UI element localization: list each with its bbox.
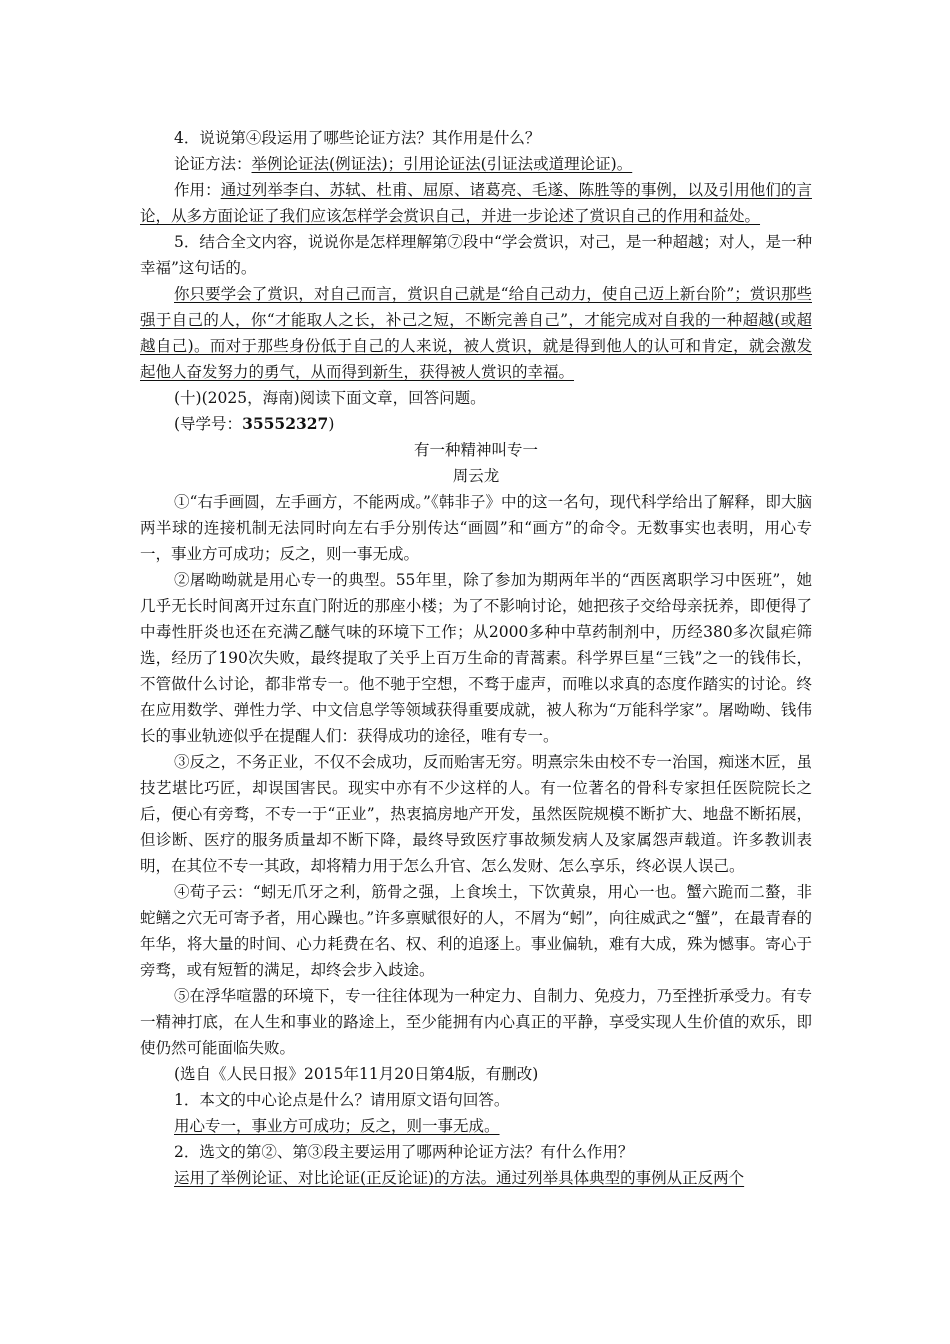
question-2: 2．选文的第②、第③段主要运用了哪两种论证方法？有什么作用？ xyxy=(174,1143,634,1161)
article-title: 有一种精神叫专一 xyxy=(413,441,538,459)
q4-method-label: 论证方法： xyxy=(174,155,252,173)
article-paragraph-5: ⑤在浮华喧嚣的环境下，专一往往体现为一种定力、自制力、免疫力，乃至挫折承受力。有专一精神打底，在人生和事业的路途上，至少能拥有内心真正的平静，享受实现人生价值的欢乐，即使仍然可能面临失败。 xyxy=(140,987,812,1057)
guide-number-line xyxy=(140,411,812,437)
q4-method-answer: 举例论证法(例证法)；引用论证法(引证法或道理论证)。 xyxy=(251,155,633,173)
section10-intro: (十)(2025，海南)阅读下面文章，回答问题。 xyxy=(174,389,486,407)
document-content xyxy=(140,125,812,1191)
answer-1 xyxy=(140,1113,812,1139)
article-paragraph-2: ②屠呦呦就是用心专一的典型。55年里，除了参加为期两年半的“西医离职学习中医班”，她几乎无长时间离开过东直门附近的那座小楼；为了不影响讨论，她把孩子交给母亲抚养，即便得了中毒性肝炎也还在充满乙醚气味的环境下工作；从2000多种中草药制剂中，历经380多次鼠疟筛选，经历了190次失败，最终提取了关乎上百万生命的青蒿素。科学界巨星“三钱”之一的钱伟长，不管做什么讨论，都非常专一。他不驰于空想，不骛于虚声，而唯以求真的态度作踏实的讨论。终在应用数学、弹性力学、中文信息学等领域获得重要成就，被人称为“万能科学家”。屠呦呦、钱伟长的事业轨迹似乎在提醒人们：获得成功的途径，唯有专一。 xyxy=(140,571,812,745)
answer-2 xyxy=(140,1165,812,1191)
q5-question: 5．结合全文内容，说说你是怎样理解第⑦段中“学会赏识，对己，是一种超越；对人，是一种幸福”这句话的。 xyxy=(140,233,812,277)
q4-method xyxy=(140,151,812,177)
q4-effect-label: 作用： xyxy=(174,181,221,199)
guide-prefix: (导学号： xyxy=(174,415,243,433)
question-1: 1．本文的中心论点是什么？请用原文语句回答。 xyxy=(174,1091,510,1109)
article-author: 周云龙 xyxy=(452,467,500,485)
guide-suffix: ) xyxy=(328,415,335,433)
q4-effect xyxy=(140,177,812,229)
q5-answer-text: 你只要学会了赏识，对自己而言，赏识自己就是“给自己动力，使自己迈上新台阶”；赏识那些强于自己的人，你“才能取人之长，补己之短，不断完善自己”，才能完成对自我的一种超越(或超越自己)。而对于那些身份低于自己的人来说，被人赏识，就是得到他人的认可和肯定，就会激发起他人奋发努力的勇气，从而得到新生，获得被人赏识的幸福。 xyxy=(140,285,812,381)
answer-1-text: 用心专一，事业方可成功；反之，则一事无成。 xyxy=(174,1117,500,1135)
article-paragraph-1: ①“右手画圆，左手画方，不能两成。”《韩非子》中的这一名句，现代科学给出了解释，即大脑两半球的连接机制无法同时向左右手分别传达“画圆”和“画方”的命令。无数事实也表明，用心专一，事业方可成功；反之，则一事无成。 xyxy=(140,493,812,563)
guide-number: 35552327 xyxy=(242,414,329,433)
article-paragraph-4: ④荀子云：“蚓无爪牙之利，筋骨之强，上食埃土，下饮黄泉，用心一也。蟹六跪而二螯，非蛇鳝之穴无可寄予者，用心躁也。”许多禀赋很好的人，不屑为“蚓”，向往威武之“蟹”，在最青春的年华，将大量的时间、心力耗费在名、权、利的追逐上。事业偏轨，难有大成，殊为憾事。寄心于旁骛，或有短暂的满足，却终会步入歧途。 xyxy=(140,883,812,979)
answer-2-text: 运用了举例论证、对比论证(正反论证)的方法。通过列举具体典型的事例从正反两个 xyxy=(174,1169,745,1187)
q5-answer xyxy=(140,281,812,385)
q4-effect-answer: 通过列举李白、苏轼、杜甫、屈原、诸葛亮、毛遂、陈胜等的事例，以及引用他们的言论，从多方面论证了我们应该怎样学会赏识自己，并进一步论述了赏识自己的作用和益处。 xyxy=(140,181,812,225)
article-paragraph-3: ③反之，不务正业，不仅不会成功，反而贻害无穷。明熹宗朱由校不专一治国，痴迷木匠，虽技艺堪比巧匠，却误国害民。现实中亦有不少这样的人。有一位著名的骨科专家担任医院院长之后，便心有旁骛，不专一于“正业”，热衷搞房地产开发，虽然医院规模不断扩大、地盘不断拓展，但诊断、医疗的服务质量却不断下降，最终导致医疗事故频发病人及家属怨声载道。许多教训表明，在其位不专一其政，却将精力用于怎么升官、怎么发财、怎么享乐，终必误人误己。 xyxy=(140,753,812,875)
q4-question: 4．说说第④段运用了哪些论证方法？其作用是什么？ xyxy=(174,129,541,147)
article-source: (选自《人民日报》2015年11月20日第4版，有删改) xyxy=(174,1065,539,1083)
